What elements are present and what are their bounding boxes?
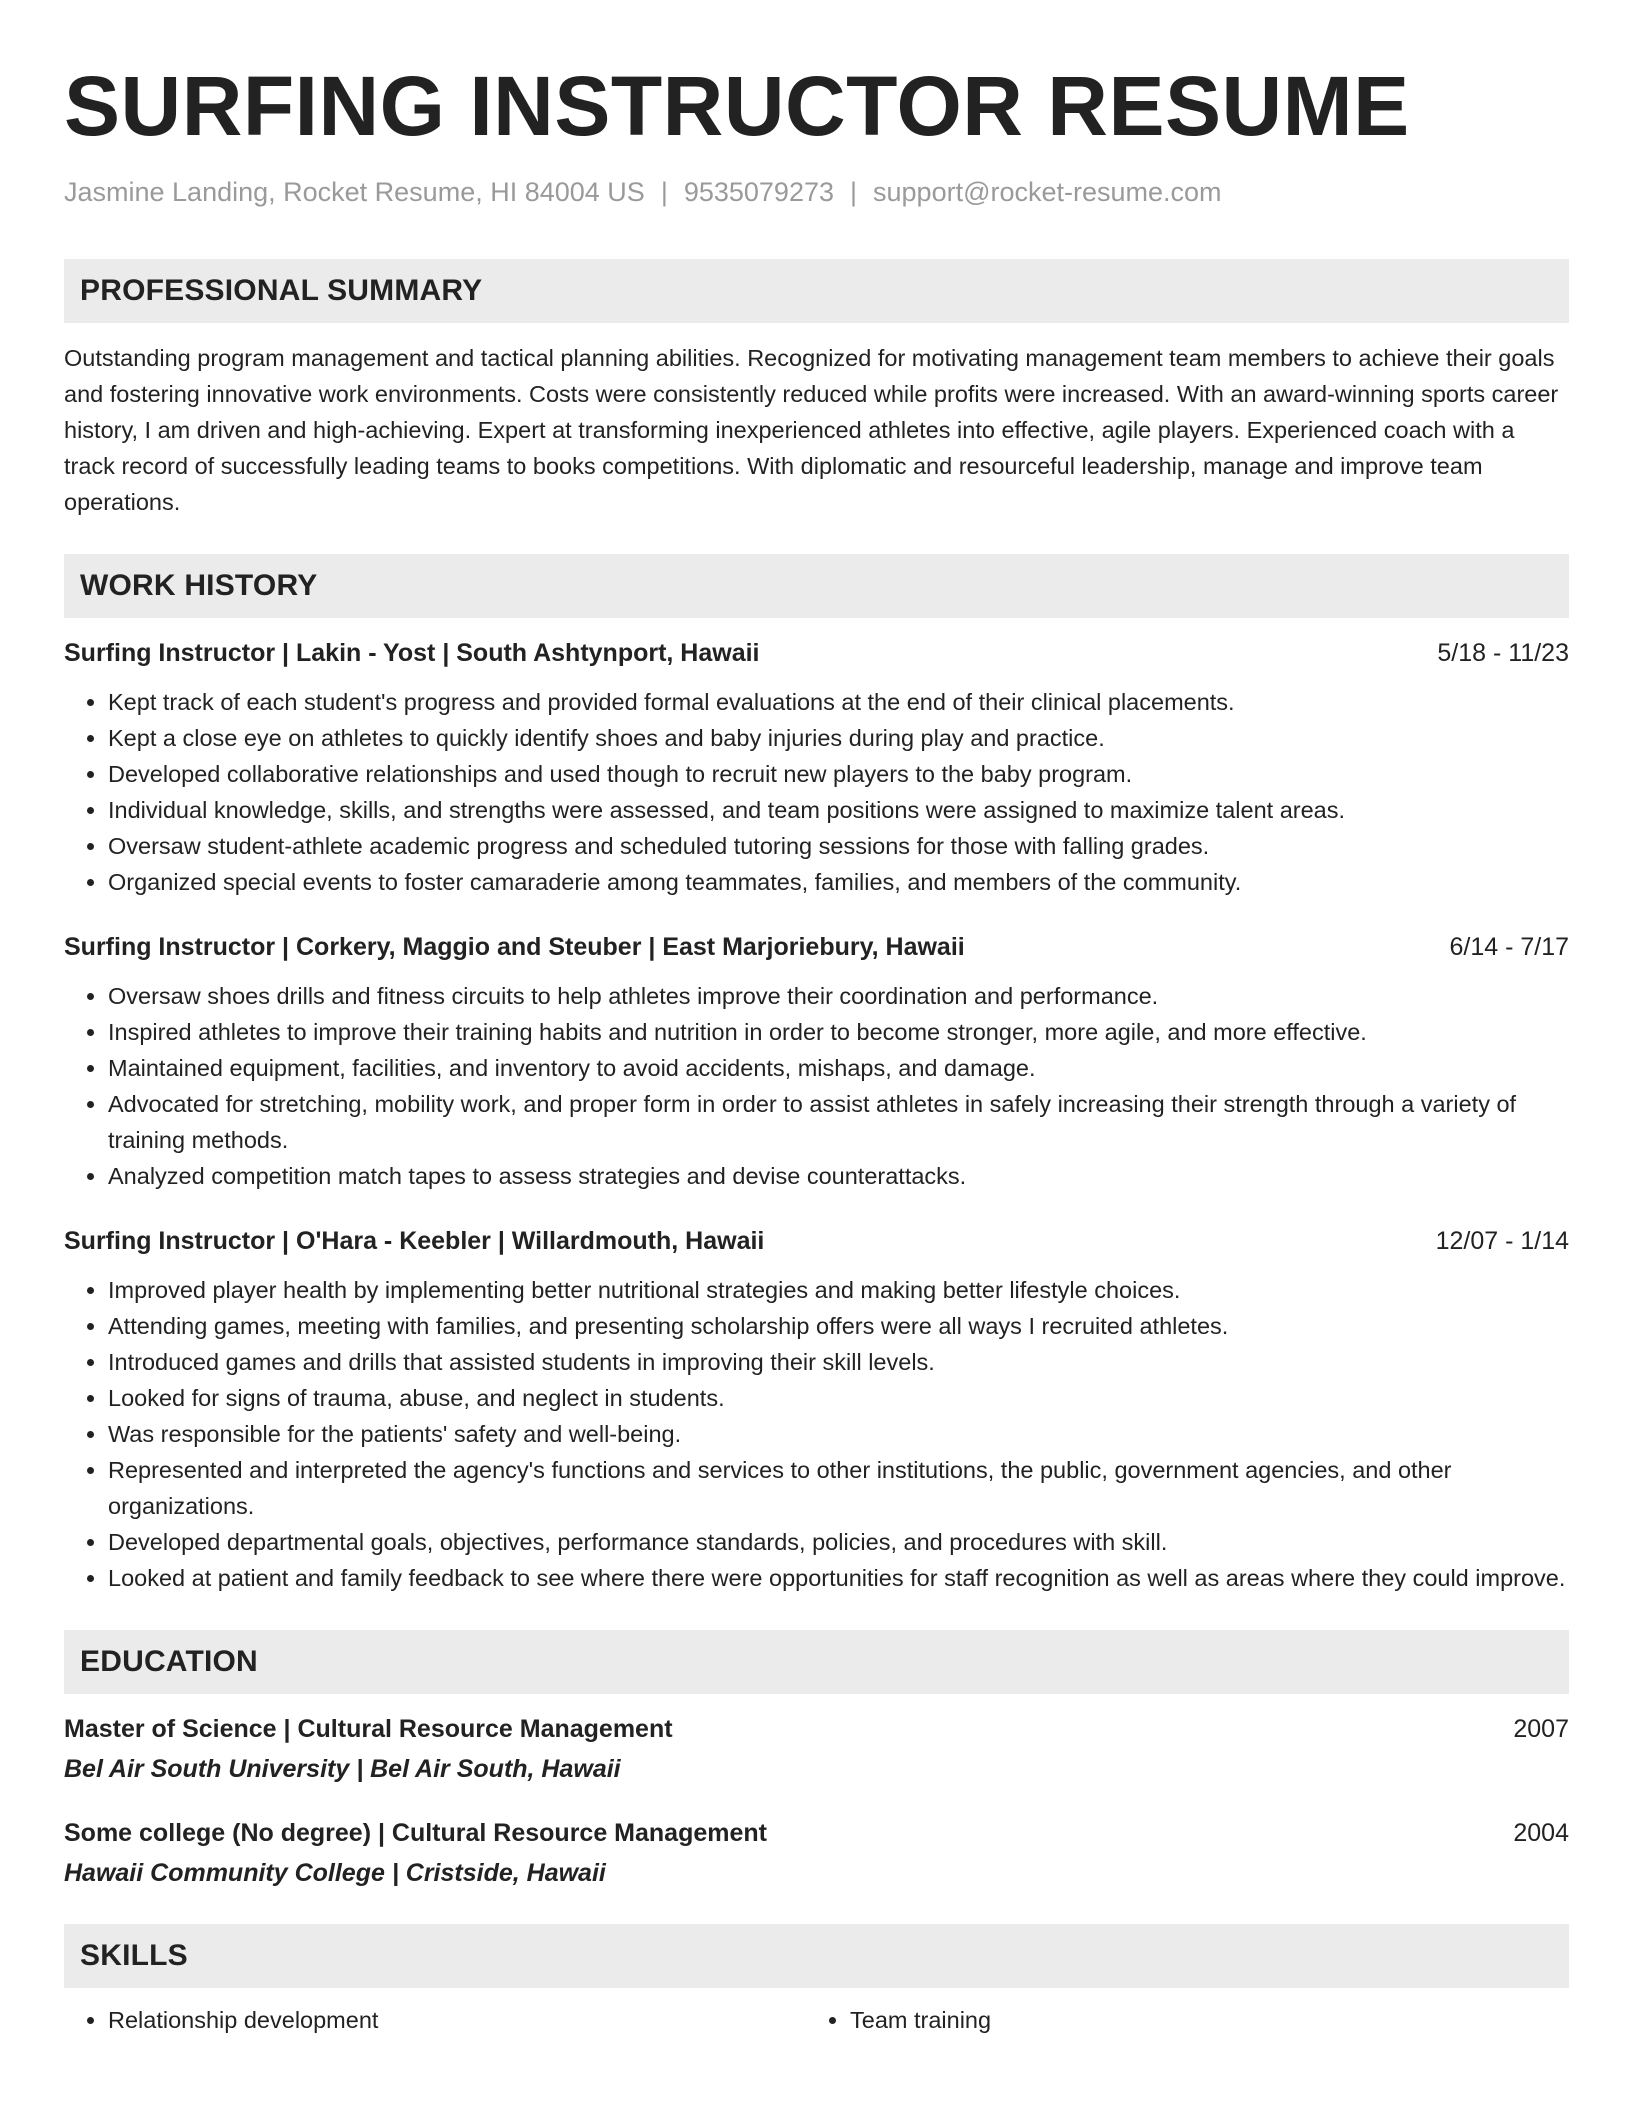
list-item: • Advocated for stretching, mobility work, and proper form in order to assist athletes in safely increasing their strength through a variety of training methods. bbox=[108, 1086, 1569, 1158]
list-item: • Attending games, meeting with families, and presenting scholarship offers were all ways I recruited athletes. bbox=[108, 1308, 1569, 1344]
list-item: • Inspired athletes to improve their training habits and nutrition in order to become stronger, more agile, and more effective. bbox=[108, 1014, 1569, 1050]
section-header-skills: SKILLS bbox=[64, 1924, 1569, 1988]
list-item: • Maintained equipment, facilities, and inventory to avoid accidents, mishaps, and damage. bbox=[108, 1050, 1569, 1086]
contact-phone: 9535079273 bbox=[683, 177, 834, 207]
job-header bbox=[64, 636, 1569, 670]
contact-separator: | bbox=[850, 177, 858, 207]
list-item: • Was responsible for the patients' safety and well-being. bbox=[108, 1416, 1569, 1452]
contact-address: Jasmine Landing, Rocket Resume, HI 84004 US bbox=[64, 177, 645, 207]
list-item: • Developed collaborative relationships and used though to recruit new players to the baby program. bbox=[108, 756, 1569, 792]
skills-column-right bbox=[806, 2002, 1548, 2038]
job-bullets bbox=[64, 1272, 1569, 1596]
job-header bbox=[64, 1224, 1569, 1258]
list-item: • Analyzed competition match tapes to assess strategies and devise counterattacks. bbox=[108, 1158, 1569, 1194]
education-entry bbox=[64, 1712, 1569, 1786]
job-dates: 12/07 - 1/14 bbox=[1435, 1227, 1569, 1256]
contact-line bbox=[64, 176, 1569, 208]
job-title: Surfing Instructor | O'Hara - Keebler | Willardmouth, Hawaii bbox=[64, 1227, 765, 1256]
skills-column-left bbox=[64, 2002, 806, 2038]
job-header bbox=[64, 930, 1569, 964]
section-header-work-history: WORK HISTORY bbox=[64, 554, 1569, 618]
skills-list bbox=[64, 2002, 1569, 2038]
contact-separator: | bbox=[660, 177, 668, 207]
education-entry bbox=[64, 1816, 1569, 1890]
education-year: 2007 bbox=[1513, 1715, 1569, 1744]
section-header-education: EDUCATION bbox=[64, 1630, 1569, 1694]
education-school: Hawaii Community College | Cristside, Hawaii bbox=[64, 1859, 606, 1888]
list-item: • Organized special events to foster camaraderie among teammates, families, and members of the community. bbox=[108, 864, 1569, 900]
list-item: • Relationship development bbox=[108, 2002, 806, 2038]
job-entry bbox=[64, 636, 1569, 900]
list-item: • Team training bbox=[850, 2002, 1548, 2038]
job-dates: 5/18 - 11/23 bbox=[1437, 639, 1569, 668]
job-bullets bbox=[64, 684, 1569, 900]
job-title: Surfing Instructor | Lakin - Yost | South Ashtynport, Hawaii bbox=[64, 639, 760, 668]
list-item: • Kept a close eye on athletes to quickly identify shoes and baby injuries during play and practice. bbox=[108, 720, 1569, 756]
list-item: • Oversaw student-athlete academic progress and scheduled tutoring sessions for those with falling grades. bbox=[108, 828, 1569, 864]
education-school: Bel Air South University | Bel Air South, Hawaii bbox=[64, 1755, 621, 1784]
list-item: • Kept track of each student's progress and provided formal evaluations at the end of their clinical placements. bbox=[108, 684, 1569, 720]
education-header bbox=[64, 1816, 1569, 1850]
resume-header bbox=[64, 59, 1569, 208]
page-title: SURFING INSTRUCTOR RESUME bbox=[64, 59, 1410, 153]
list-item: • Improved player health by implementing better nutritional strategies and making better lifestyle choices. bbox=[108, 1272, 1569, 1308]
list-item: • Represented and interpreted the agency's functions and services to other institutions, the public, government agencies, and other organizations. bbox=[108, 1452, 1569, 1524]
job-bullets bbox=[64, 978, 1569, 1194]
section-header-summary: PROFESSIONAL SUMMARY bbox=[64, 259, 1569, 323]
education-header bbox=[64, 1712, 1569, 1746]
job-entry bbox=[64, 1224, 1569, 1596]
education-degree: Some college (No degree) | Cultural Resource Management bbox=[64, 1819, 767, 1848]
list-item: • Introduced games and drills that assisted students in improving their skill levels. bbox=[108, 1344, 1569, 1380]
list-item: • Oversaw shoes drills and fitness circuits to help athletes improve their coordination and performance. bbox=[108, 978, 1569, 1014]
list-item: • Individual knowledge, skills, and strengths were assessed, and team positions were assigned to maximize talent areas. bbox=[108, 792, 1569, 828]
summary-text: Outstanding program management and tactical planning abilities. Recognized for motivating management team members to achieve their goals and fostering innovative work environments. Costs were consistently reduced while profits were increased. With an award-winning sports career history, I am driven and high-achieving. Expert at transforming inexperienced athletes into effective, agile players. Experienced coach with a track record of successfully leading teams to books competitions. With diplomatic and resourceful leadership, manage and improve team operations. bbox=[64, 345, 1559, 516]
job-title: Surfing Instructor | Corkery, Maggio and Steuber | East Marjoriebury, Hawaii bbox=[64, 933, 965, 962]
education-year: 2004 bbox=[1513, 1819, 1569, 1848]
contact-email[interactable]: support@rocket-resume.com bbox=[873, 177, 1222, 207]
list-item: • Developed departmental goals, objectives, performance standards, policies, and procedures with skill. bbox=[108, 1524, 1569, 1560]
list-item: • Looked for signs of trauma, abuse, and neglect in students. bbox=[108, 1380, 1569, 1416]
education-degree: Master of Science | Cultural Resource Management bbox=[64, 1715, 673, 1744]
list-item: • Looked at patient and family feedback to see where there were opportunities for staff recognition as well as areas where they could improve. bbox=[108, 1560, 1569, 1596]
job-dates: 6/14 - 7/17 bbox=[1449, 933, 1569, 962]
job-entry bbox=[64, 930, 1569, 1194]
